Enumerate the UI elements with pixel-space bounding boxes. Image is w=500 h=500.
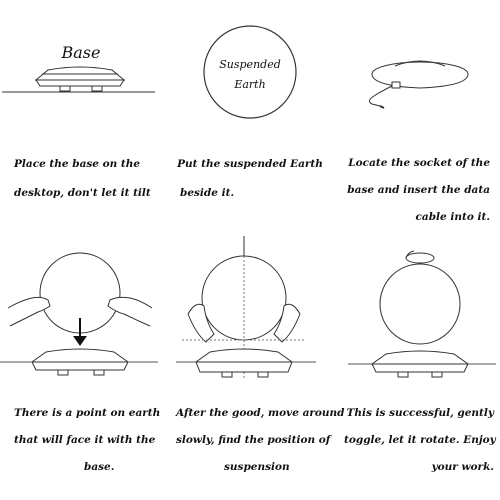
left-hand-icon (8, 297, 50, 326)
step-5-line-3: suspension (224, 461, 290, 473)
step-2-line-1: Put the suspended Earth (177, 158, 323, 170)
earth-label-line1: Suspended (219, 58, 281, 71)
panel-1-illustration (2, 43, 155, 92)
step-4-caption (14, 400, 160, 481)
step-6-line-2: toggle, let it rotate. Enjoy (344, 434, 496, 446)
base-with-socket-icon (372, 61, 468, 88)
step-1-line-2: desktop, don't let it tilt (14, 187, 151, 199)
step-3-line-2: base and insert the data (347, 184, 490, 196)
globe-icon (380, 264, 460, 344)
base-icon (36, 67, 124, 91)
step-3-line-3: cable into it. (415, 211, 490, 223)
earth-label-line2: Earth (234, 78, 266, 91)
step-6-caption (344, 400, 494, 481)
step-4-line-2: that will face it with the (14, 434, 156, 446)
step-4-line-1: There is a point on earth (14, 407, 161, 419)
step-5-line-1: After the good, move around (176, 407, 345, 419)
rotation-ring-icon (406, 253, 434, 263)
step-2-line-2: beside it. (180, 187, 235, 199)
earth-sphere-icon (204, 26, 296, 118)
step-6-line-1: This is successful, gently (346, 407, 494, 419)
step-3-caption (344, 150, 490, 231)
step-5-line-2: slowly, find the position of (176, 434, 331, 446)
base-label: Base (61, 43, 101, 62)
base-icon (32, 349, 128, 375)
step-6-line-3: your work. (431, 461, 494, 473)
panel-6-illustration (348, 251, 496, 377)
panel-2-illustration (204, 26, 296, 118)
panel-5-illustration (176, 236, 316, 380)
base-icon (372, 351, 468, 377)
data-cable-icon (369, 82, 400, 108)
step-1-caption (14, 150, 151, 208)
panel-4-illustration (0, 253, 158, 375)
step-1-line-1: Place the base on the (14, 158, 141, 170)
panel-3-illustration (369, 61, 468, 108)
step-5-caption (176, 400, 345, 481)
step-4-line-3: base. (84, 461, 115, 473)
step-3-line-1: Locate the socket of the (348, 157, 490, 169)
step-2-caption (170, 150, 330, 208)
